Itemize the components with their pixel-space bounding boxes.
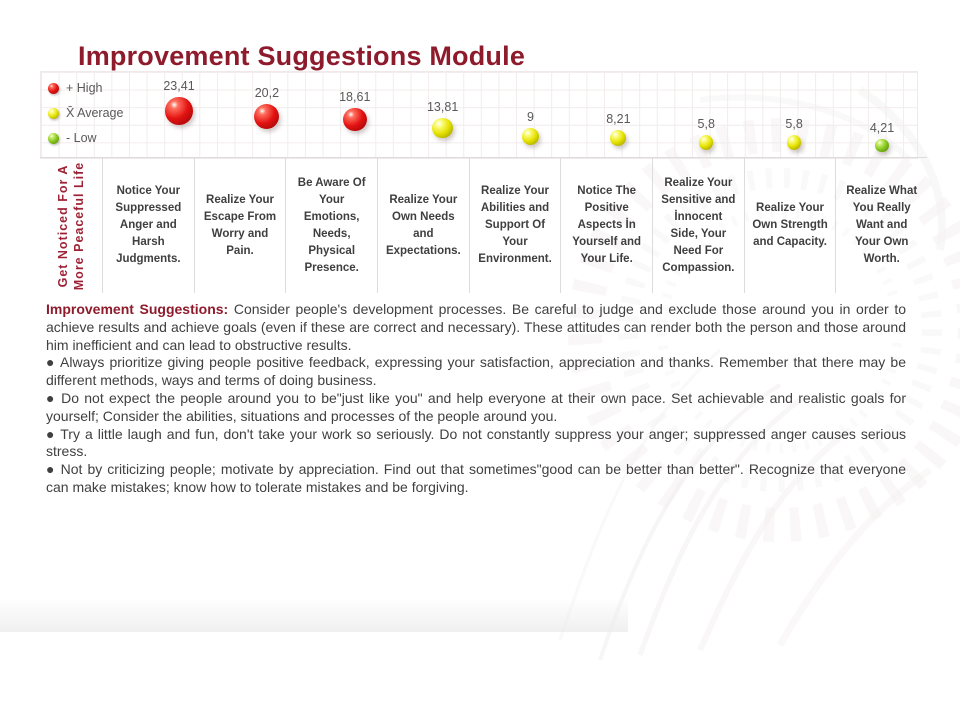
category-header-cell: Realize What You Really Want and Your Own Worth. (835, 158, 927, 293)
bubble-value-label: 23,41 (163, 79, 195, 94)
row-label-cell (40, 158, 102, 293)
data-bubble (343, 108, 367, 132)
legend-item-low (48, 131, 123, 145)
category-header-cell: Realize Your Own Strength and Capacity. (744, 158, 836, 293)
bubble-value-label: 4,21 (869, 120, 895, 135)
row-label-line-1: Get Noticed For A (56, 164, 70, 287)
category-header-cell: Notice Your Suppressed Anger and Harsh Judgments. (102, 158, 194, 293)
bubble-value-label: 18,61 (339, 89, 371, 104)
category-header-cell: Realize Your Escape From Worry and Pain. (194, 158, 286, 293)
data-bubble (522, 128, 539, 145)
suggestions-intro-text: Consider people's development processes. Be careful to judge and exclude those around you in order to achieve results and achieve goals (even if these are correct and necessary). These attitudes can render both the person and those around him inefficient and can lead to obstructive results. (46, 301, 907, 353)
category-header-cell: Realize Your Sensitive and İnnocent Side, Your Need For Compassion. (652, 158, 744, 293)
legend-average-ball-icon (48, 108, 59, 119)
bottom-shading-band-decoration (0, 599, 628, 632)
data-bubble (787, 135, 801, 149)
bubble-value-label: 5,8 (785, 117, 803, 132)
legend-item-high (48, 81, 123, 95)
data-bubble (875, 139, 888, 152)
bubble-value-label: 8,21 (606, 112, 631, 127)
category-header-cell: Notice The Positive Aspects İn Yourself and Your Life. (560, 158, 652, 293)
suggestions-intro-paragraph (46, 301, 906, 354)
data-bubble (699, 135, 713, 149)
legend-item-average (48, 106, 123, 120)
page-title: Improvement Suggestions Module (78, 41, 526, 71)
legend-high-ball-icon (48, 83, 59, 94)
row-label-vertical-text (55, 151, 87, 301)
suggestions-heading: Improvement Suggestions: (46, 301, 229, 317)
legend-low-ball-icon (48, 133, 59, 144)
suggestion-bullet-paragraph: ● Always prioritize giving people positive feedback, expressing your satisfaction, appreciation and thanks. Remember that there may be different methods, ways and terms of doing business. (46, 354, 906, 389)
bubble-chart (40, 71, 918, 159)
legend-label: X̄ Average (66, 106, 124, 120)
category-header-cell: Realize Your Abilities and Support Of Your Environment. (469, 158, 561, 293)
suggestion-bullet-paragraph: ● Not by criticizing people; motivate by appreciation. Find out that sometimes"good can be better than better". Recognize that everyone can make mistakes; know how to tolerate mistakes and be forgiving. (46, 461, 906, 495)
category-table (40, 157, 927, 293)
chart-plot-area (41, 72, 917, 158)
data-bubble (165, 97, 193, 125)
category-header-cell: Be Aware Of Your Emotions, Needs, Physical Presence. (285, 158, 377, 293)
data-bubble (610, 130, 626, 146)
row-label-line-2: More Peaceful Life (72, 161, 86, 290)
data-bubble (432, 118, 452, 138)
category-header-cell: Realize Your Own Needs and Expectations. (377, 158, 469, 293)
legend-label: - Low (66, 131, 97, 145)
legend-label: + High (66, 81, 103, 95)
suggestion-bullet-paragraph: ● Do not expect the people around you to be"just like you" and help everyone at their own pace. Set achievable and realistic goals for yourself; Consider the abilities, situations and processes of the people around you. (46, 389, 906, 424)
chart-legend (48, 81, 123, 145)
bubble-value-label: 20,2 (254, 86, 280, 101)
bubble-value-label: 5,8 (697, 117, 715, 132)
bubble-value-label: 9 (527, 110, 534, 125)
suggestion-bullet-paragraph: ● Try a little laugh and fun, don't take your work so seriously. Do not constantly suppress your anger; suppressed anger causes serious stress. (46, 425, 906, 460)
data-bubble (254, 104, 279, 129)
bubble-value-label: 13,81 (426, 99, 459, 114)
suggestions-text-block (46, 301, 906, 497)
